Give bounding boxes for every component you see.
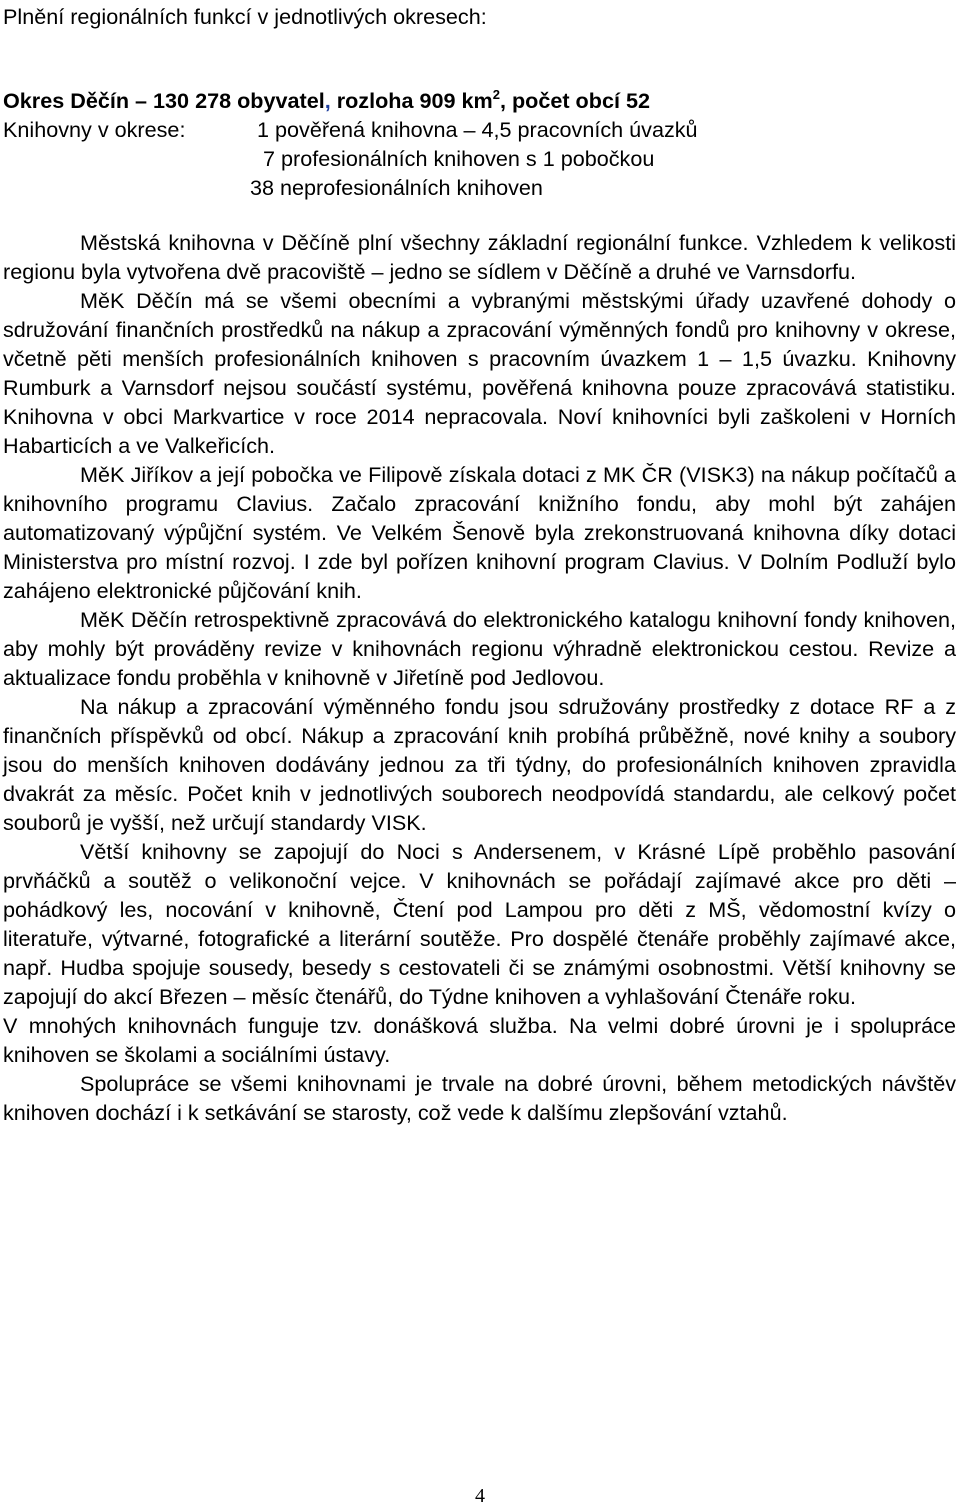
libraries-label: Knihovny v okrese: xyxy=(3,117,186,142)
paragraph: V mnohých knihovnách funguje tzv. donášková služba. Na velmi dobré úrovni je i spolupráce knihoven se školami a sociálními ústavy. xyxy=(3,1013,956,1067)
district-title: Okres Děčín – 130 278 obyvatel xyxy=(3,88,325,113)
libraries-line: 1 pověřená knihovna – 4,5 pracovních úvazků xyxy=(257,117,698,142)
paragraph: Spolupráce se všemi knihovnami je trvale na dobré úrovni, během metodických návštěv knihoven dochází i k setkávání se starosty, což vede k dalšímu zlepšování vztahů. xyxy=(3,1071,956,1125)
paragraph: MěK Děčín retrospektivně zpracovává do elektronického katalogu knihovní fondy knihoven, aby mohly být prováděny revize v knihovnách regionu výhradně elektronickou cestou. Revize a aktualizace fondu proběhla v knihovně v Jiřetíně pod Jedlovou. xyxy=(3,607,956,690)
district-area-superscript: 2 xyxy=(492,87,500,102)
section-heading: Plnění regionálních funkcí v jednotlivých okresech: xyxy=(3,4,487,29)
page-number: 4 xyxy=(475,1485,485,1507)
paragraph: Na nákup a zpracování výměnného fondu jsou sdružovány prostředky z dotace RF a z finančních příspěvků od obcí. Nákup a zpracování knih probíhá průběžně, nové knihy a soubory jsou do menších knihoven dodávány jednou za tři týdny, do profesionálních knihoven zpravidla dvakrát za měsíc. Počet knih v jednotlivých souborech neodpovídá standardu, ale celkový počet souborů je vyšší, než určují standardy VISK. xyxy=(3,694,956,835)
district-municipalities: , počet obcí 52 xyxy=(499,88,650,113)
libraries-row xyxy=(3,144,953,173)
paragraph: Městská knihovna v Děčíně plní všechny základní regionální funkce. Vzhledem k velikosti regionu byla vytvořena dvě pracoviště – jedno se sídlem v Děčíně a druhé ve Varnsdorfu. xyxy=(3,230,956,284)
district-summary xyxy=(3,86,650,115)
body-text xyxy=(3,228,956,1127)
libraries-row xyxy=(3,173,953,202)
libraries-list xyxy=(3,115,953,202)
district-area: rozloha 909 km xyxy=(330,88,493,113)
paragraph: MěK Jiříkov a její pobočka ve Filipově získala dotaci z MK ČR (VISK3) na nákup počítačů a knihovního programu Clavius. Začalo zpracování knižního fondu, aby mohl být zahájen automatizovaný výpůjční systém. Ve Velkém Šenově byla zrekonstruovaná knihovna díky dotaci Ministerstva pro místní rozvoj. I zde byl pořízen knihovní program Clavius. V Dolním Podluží bylo zahájeno elektronické půjčování knih. xyxy=(3,462,956,603)
libraries-line: 7 profesionálních knihoven s 1 pobočkou xyxy=(263,146,655,171)
libraries-line: 38 neprofesionálních knihoven xyxy=(250,175,543,200)
paragraph: MěK Děčín má se všemi obecními a vybranými městskými úřady uzavřené dohody o sdružování finančních prostředků na nákup a zpracování výměnných fondů pro knihovny v okrese, včetně pěti menších profesionálních knihoven s pracovním úvazkem 1 – 1,5 úvazku. Knihovny Rumburk a Varnsdorf nejsou součástí systému, pověřená knihovna pouze zpracovává statistiku. Knihovna v obci Markvartice v roce 2014 nepracovala. Noví knihovníci byli zaškoleni v Horních Habarticích a ve Valkeřicích. xyxy=(3,288,956,458)
district-comma: , xyxy=(324,88,331,113)
libraries-row xyxy=(3,115,953,144)
paragraph: Větší knihovny se zapojují do Noci s Andersenem, v Krásné Lípě proběhlo pasování prvňáčků a soutěž o velikonoční vejce. V knihovnách se pořádají zajímavé akce pro děti – pohádkový les, nocování v knihovně, Čtení pod Lampou pro děti z MŠ, vědomostní kvízy o literatuře, výtvarné, fotografické a literární soutěže. Pro dospělé čtenáře proběhly zajímavé akce, např. Hudba spojuje sousedy, besedy s cestovateli či se známými osobnostmi. Větší knihovny se zapojují do akcí Březen – měsíc čtenářů, do Týdne knihoven a vyhlašování Čtenáře roku. xyxy=(3,839,956,1009)
